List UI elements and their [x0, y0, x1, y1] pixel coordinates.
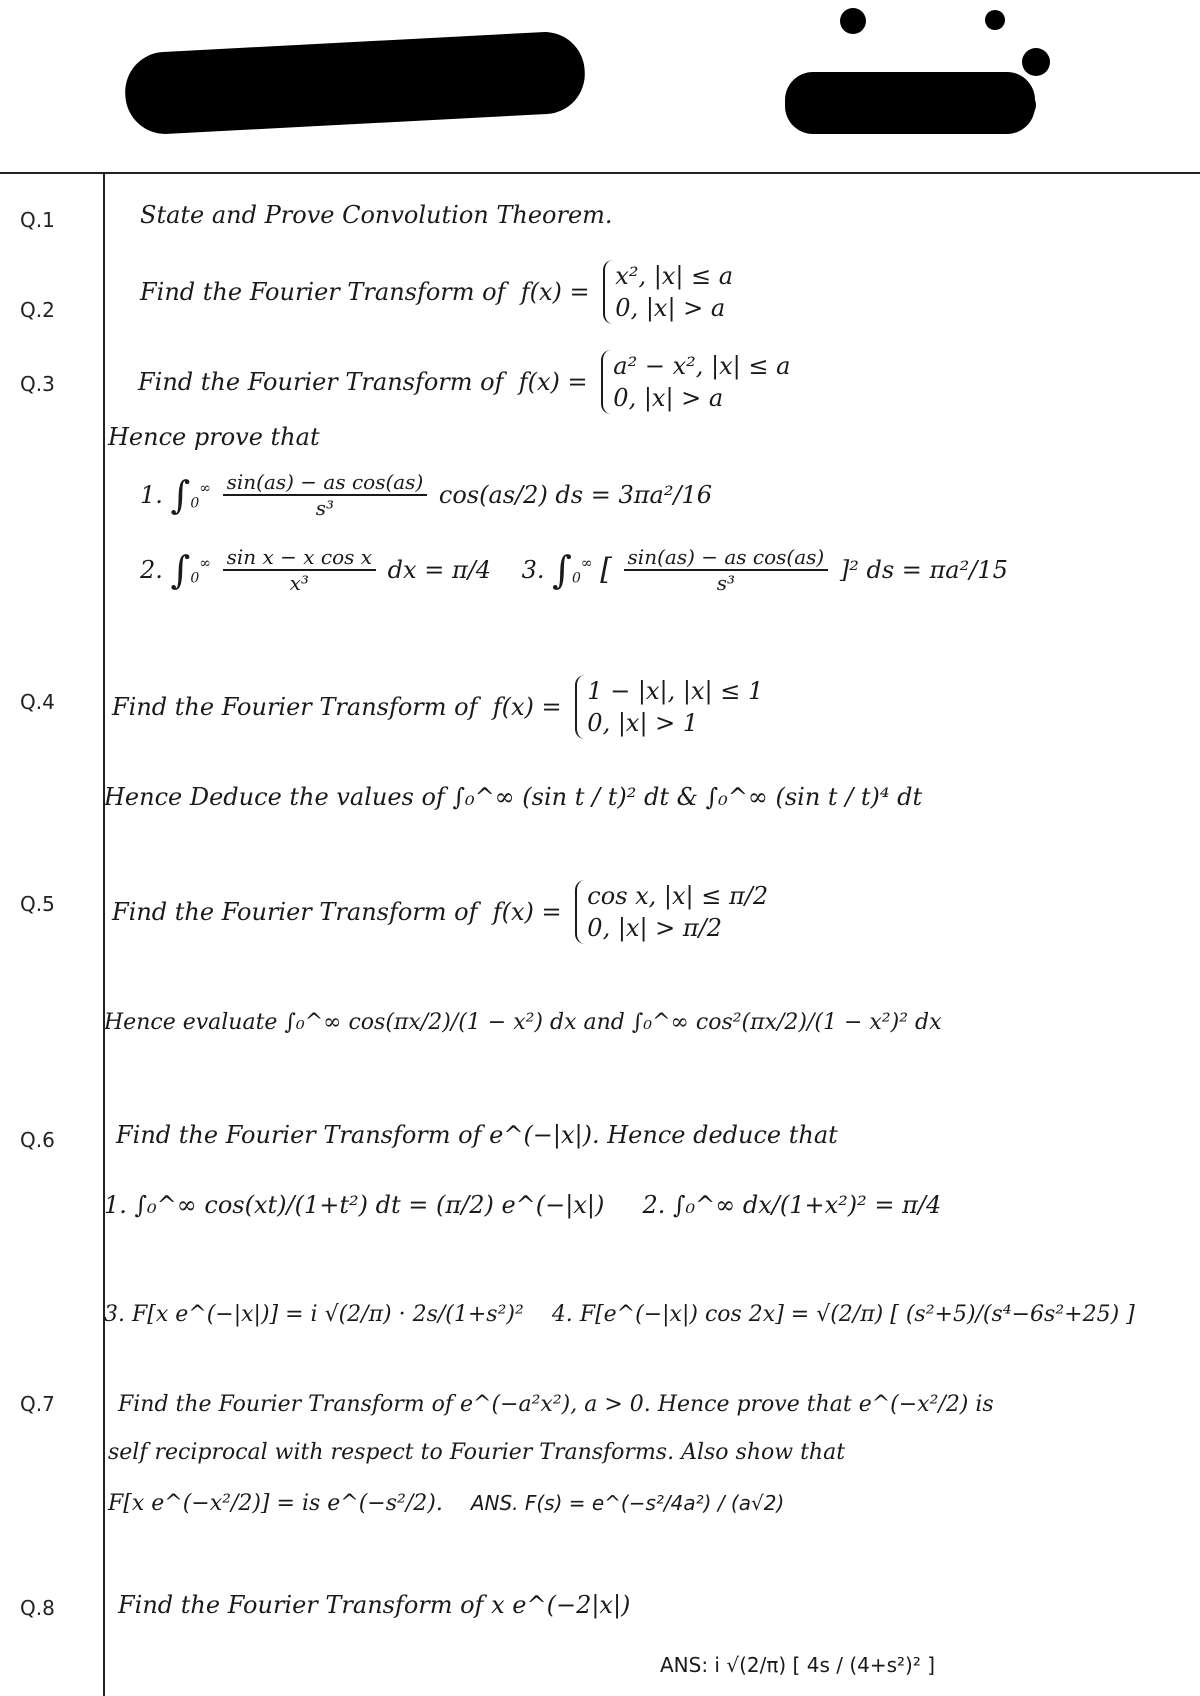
denominator: s³: [716, 571, 736, 595]
question-text: State and Prove Convolution Theorem.: [140, 201, 613, 229]
case: 0, |x| > a: [613, 384, 724, 412]
ink-dot: [1022, 48, 1050, 76]
part-label: 3.: [104, 1302, 125, 1327]
question-block: Find the Fourier Transform of f(x) = a² − x², |x| ≤ a 0, |x| > a: [138, 352, 791, 412]
fraction: [223, 545, 376, 595]
question-number: Q.8: [20, 1596, 55, 1620]
part-label: 1.: [104, 1191, 127, 1219]
ink-dot: [1010, 92, 1036, 118]
sub-part: [104, 1190, 941, 1220]
part-label: 4.: [551, 1302, 573, 1327]
piecewise-function: [575, 880, 768, 944]
answer: ANS: i √(2/π) [ 4s / (4+s²)² ]: [660, 1653, 936, 1677]
case: cos x, |x| ≤ π/2: [587, 882, 769, 910]
numerator: sin(as) − as cos(as): [624, 545, 829, 571]
question-text: Find the Fourier Transform of x e^(−2|x|): [118, 1591, 631, 1619]
question-text: Find the Fourier Transform of: [112, 898, 478, 926]
integral-sign: ∫: [170, 548, 191, 592]
table-top-rule: [0, 172, 1200, 174]
integral-sign: ∫: [170, 473, 191, 517]
sub-part: [108, 1488, 784, 1519]
question-block: Find the Fourier Transform of f(x) = x², |x| ≤ a 0, |x| > a: [140, 262, 734, 322]
denominator: s³: [315, 496, 335, 520]
case: 0, |x| > a: [615, 294, 726, 322]
integral-sign: ∫: [552, 548, 572, 592]
sub-part: 2. $\int_0^\infty$ $\frac{\text{sin x − x cos x}}{\text{x³}}$ dx = π/4 3. $\int_0^\infty$ [ $\frac{\text{sin(as) − as cos(as)}}{\text{s³}}$ ]² ds = πa²/15: [140, 545, 1008, 595]
question-block: Find the Fourier Transform of f(x) = 1 − |x|, |x| ≤ 1 0, |x| > 1: [112, 677, 764, 737]
piecewise-function: [603, 260, 733, 324]
question-text: Find the Fourier Transform of e^(−|x|). Hence deduce that: [116, 1121, 838, 1149]
case: 0, |x| > π/2: [587, 914, 723, 942]
question-number: Q.4: [20, 690, 55, 714]
question-number: Q.5: [20, 892, 55, 916]
part-label: 2.: [140, 556, 163, 584]
question-number: Q.6: [20, 1128, 55, 1152]
hence-text: Hence evaluate ∫₀^∞ cos(πx/2)/(1 − x²) dx and ∫₀^∞ cos²(πx/2)/(1 − x²)² dx: [104, 1010, 942, 1035]
part-tail: dx = π/4: [387, 556, 492, 584]
question-number: Q.3: [20, 372, 55, 396]
hence-text: Hence Deduce the values of ∫₀^∞ (sin t / t)² dt & ∫₀^∞ (sin t / t)⁴ dt: [104, 783, 923, 811]
question-text-cont: self reciprocal with respect to Fourier Transforms. Also show that: [108, 1440, 846, 1465]
case: a² − x², |x| ≤ a: [613, 352, 791, 380]
answer: ANS. F(s) = e^(−s²/4a²) / (a√2): [470, 1491, 785, 1515]
piecewise-function: [601, 350, 790, 414]
sub-part: 1. $\int_0^\infty$ $\frac{\text{sin(as) − as cos(as)}}{\text{s³}}$ cos(as/2) ds = 3πa²/16: [140, 470, 713, 520]
question-text: Find the Fourier Transform of: [140, 278, 506, 306]
case: 1 − |x|, |x| ≤ 1: [587, 677, 764, 705]
question-block: Find the Fourier Transform of f(x) = cos x, |x| ≤ π/2 0, |x| > π/2: [112, 882, 769, 942]
piecewise-function: [575, 675, 763, 739]
sub-part: [104, 1300, 1135, 1330]
question-text: Find the Fourier Transform of e^(−a²x²), a > 0. Hence prove that e^(−x²/2) is: [118, 1392, 994, 1417]
question-text: Find the Fourier Transform of: [138, 368, 504, 396]
question-text: Find the Fourier Transform of: [112, 693, 478, 721]
numerator: sin(as) − as cos(as): [223, 470, 428, 496]
part-text: ∫₀^∞ cos(xt)/(1+t²) dt = (π/2) e^(−|x|): [134, 1191, 605, 1219]
fraction: [624, 545, 829, 595]
question-number: Q.1: [20, 208, 55, 232]
part-text: F[x e^(−|x|)] = i √(2/π) · 2s/(1+s²)²: [132, 1302, 524, 1327]
part-label: 3.: [521, 556, 545, 584]
question-number: Q.7: [20, 1392, 55, 1416]
part-text: ∫₀^∞ dx/(1+x²)² = π/4: [673, 1191, 942, 1219]
part-label: 2.: [642, 1191, 666, 1219]
denominator: x³: [289, 571, 309, 595]
part-tail: cos(as/2) ds = 3πa²/16: [438, 481, 713, 509]
numerator: sin x − x cos x: [223, 545, 376, 571]
ink-dot: [985, 10, 1005, 30]
question-text-cont: F[x e^(−x²/2)] = is e^(−s²/2).: [108, 1491, 443, 1516]
question-number-column-rule: [103, 172, 105, 1696]
case: x², |x| ≤ a: [615, 262, 734, 290]
hence-text: Hence prove that: [108, 423, 320, 451]
redacted-name: [123, 30, 587, 136]
part-tail: ]² ds = πa²/15: [839, 556, 1008, 584]
fraction: [223, 470, 428, 520]
part-label: 1.: [140, 481, 163, 509]
redacted-id: [785, 72, 1035, 134]
part-text: F[e^(−|x|) cos 2x] = √(2/π) [ (s²+5)/(s⁴−6s²+25) ]: [579, 1302, 1135, 1327]
ink-dot: [840, 8, 866, 34]
question-number: Q.2: [20, 298, 55, 322]
case: 0, |x| > 1: [587, 709, 699, 737]
